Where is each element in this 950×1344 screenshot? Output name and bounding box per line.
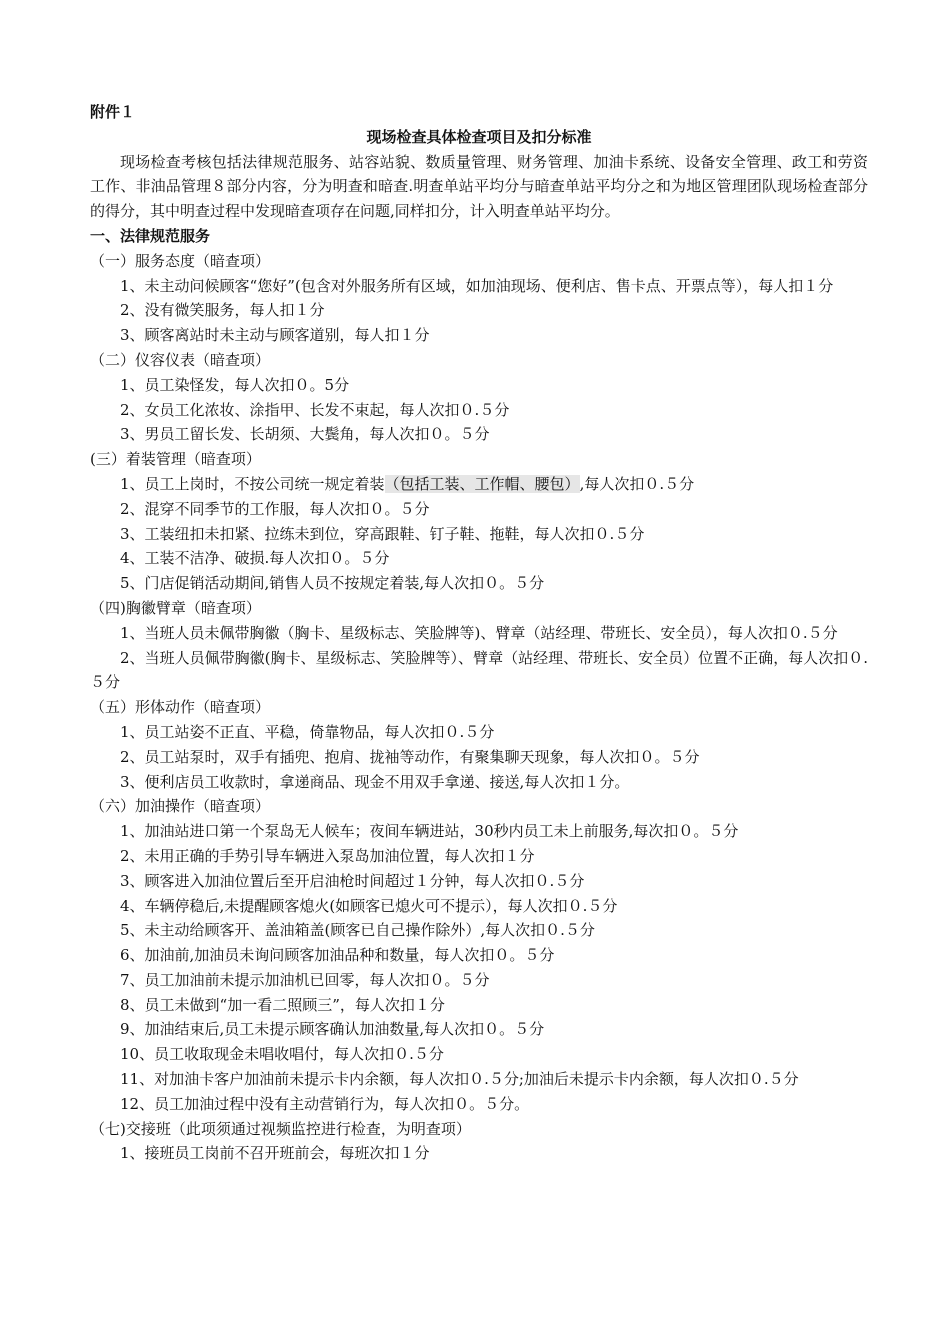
group-heading: （六）加油操作（暗查项）	[90, 797, 271, 816]
list-item: 10、员工收取现金未唱收唱付，每人次扣０.５分	[120, 1045, 444, 1064]
list-item: 2、当班人员佩带胸徽(胸卡、星级标志、笑脸牌等）、臂章（站经理、带班长、安全员）位置不正确，每人次扣０.５分	[90, 648, 868, 692]
attachment-label: 附件１	[90, 103, 136, 121]
group-heading: (三）着装管理（暗查项）	[90, 450, 261, 469]
list-item: 3、顾客离站时未主动与顾客道别，每人扣１分	[120, 326, 430, 345]
list-item: 6、加油前,加油员未询问顾客加油品种和数量，每人次扣０。５分	[120, 946, 555, 965]
list-item: 3、男员工留长发、长胡须、大鬓角，每人次扣０。５分	[120, 425, 490, 444]
list-item	[90, 472, 868, 497]
list-item: 5、未主动给顾客开、盖油箱盖(顾客已自己操作除外）,每人次扣０.５分	[120, 921, 595, 940]
item-text: 1、员工上岗时，不按公司统一规定着装	[120, 474, 385, 493]
list-item: 7、员工加油前未提示加油机已回零，每人次扣０。５分	[120, 970, 490, 989]
group-heading: （一）服务态度（暗查项）	[90, 251, 271, 270]
list-item: 2、女员工化浓妆、涂指甲、长发不束起，每人次扣０.５分	[120, 400, 510, 419]
group-heading: （二）仪容仪表（暗查项）	[90, 350, 271, 369]
list-item: 1、接班员工岗前不召开班前会，每班次扣１分	[120, 1144, 430, 1163]
list-item: 11、对加油卡客户加油前未提示卡内余额，每人次扣０.５分;加油后未提示卡内余额，每人次扣０.５分	[120, 1070, 799, 1089]
list-item: 2、没有微笑服务，每人扣１分	[120, 301, 325, 320]
group-heading: （五）形体动作（暗查项）	[90, 698, 271, 717]
list-item: 12、员工加油过程中没有主动营销行为，每人次扣０。５分。	[120, 1094, 530, 1113]
document-title: 现场检查具体检查项目及扣分标准	[366, 127, 592, 146]
list-item: 9、加油结束后,员工未提示顾客确认加油数量,每人次扣０。５分	[120, 1020, 545, 1039]
list-item: 5、门店促销活动期间,销售人员不按规定着装,每人次扣０。５分	[120, 574, 545, 593]
group-heading: （七)交接班（此项须通过视频监控进行检查，为明查项）	[90, 1119, 471, 1138]
list-item: 2、员工站泵时，双手有插兜、抱肩、拢袖等动作，有聚集聊天现象，每人次扣０。５分	[120, 747, 700, 766]
list-item: 2、未用正确的手势引导车辆进入泵岛加油位置，每人次扣１分	[120, 846, 535, 865]
group-heading: （四)胸徽臂章（暗查项）	[90, 598, 261, 617]
list-item: 8、员工未做到“加一看二照顾三”，每人次扣１分	[120, 995, 445, 1014]
list-item: 4、工装不洁净、破损.每人次扣０。５分	[120, 549, 390, 568]
list-item: 2、混穿不同季节的工作服，每人次扣０。５分	[120, 499, 430, 518]
item-text: ,每人次扣０.５分	[579, 474, 695, 493]
list-item: 3、便利店员工收款时，拿递商品、现金不用双手拿递、接送,每人次扣１分。	[120, 772, 630, 791]
list-item: 1、加油站进口第一个泵岛无人候车；夜间车辆进站，30秒内员工未上前服务,每次扣０。５分	[120, 822, 739, 841]
section-heading: 一、法律规范服务	[90, 226, 211, 245]
highlighted-text: （包括工装、工作帽、腰包）	[384, 474, 580, 493]
list-item: 3、工装纽扣未扣紧、拉练未到位，穿高跟鞋、钉子鞋、拖鞋，每人次扣０.５分	[120, 524, 645, 543]
list-item: 4、车辆停稳后,未提醒顾客熄火(如顾客已熄火可不提示），每人次扣０.５分	[120, 896, 618, 915]
list-item: 1、未主动问候顾客“您好”(包含对外服务所有区域，如加油现场、便利店、售卡点、开票点等），每人扣１分	[120, 276, 834, 295]
list-item: 1、员工站姿不正直、平稳，倚靠物品，每人次扣０.５分	[120, 722, 495, 741]
intro-paragraph: 现场检查考核包括法律规范服务、站容站貌、数质量管理、财务管理、加油卡系统、设备安全管理、政工和劳资工作、非油品管理８部分内容，分为明查和暗查.明查单站平均分与暗查单站平均分之和为地区管理团队现场检查部分的得分，其中明查过程中发现暗查项存在问题,同样扣分，计入明查单站平均分。	[90, 152, 868, 221]
list-item: 1、当班人员未佩带胸徽（胸卡、星级标志、笑脸牌等)、臂章（站经理、带班长、安全员），每人次扣０.５分	[120, 623, 838, 642]
list-item: 1、员工染怪发，每人次扣０。5分	[120, 375, 350, 394]
list-item: 3、顾客进入加油位置后至开启油枪时间超过１分钟，每人次扣０.５分	[120, 871, 585, 890]
